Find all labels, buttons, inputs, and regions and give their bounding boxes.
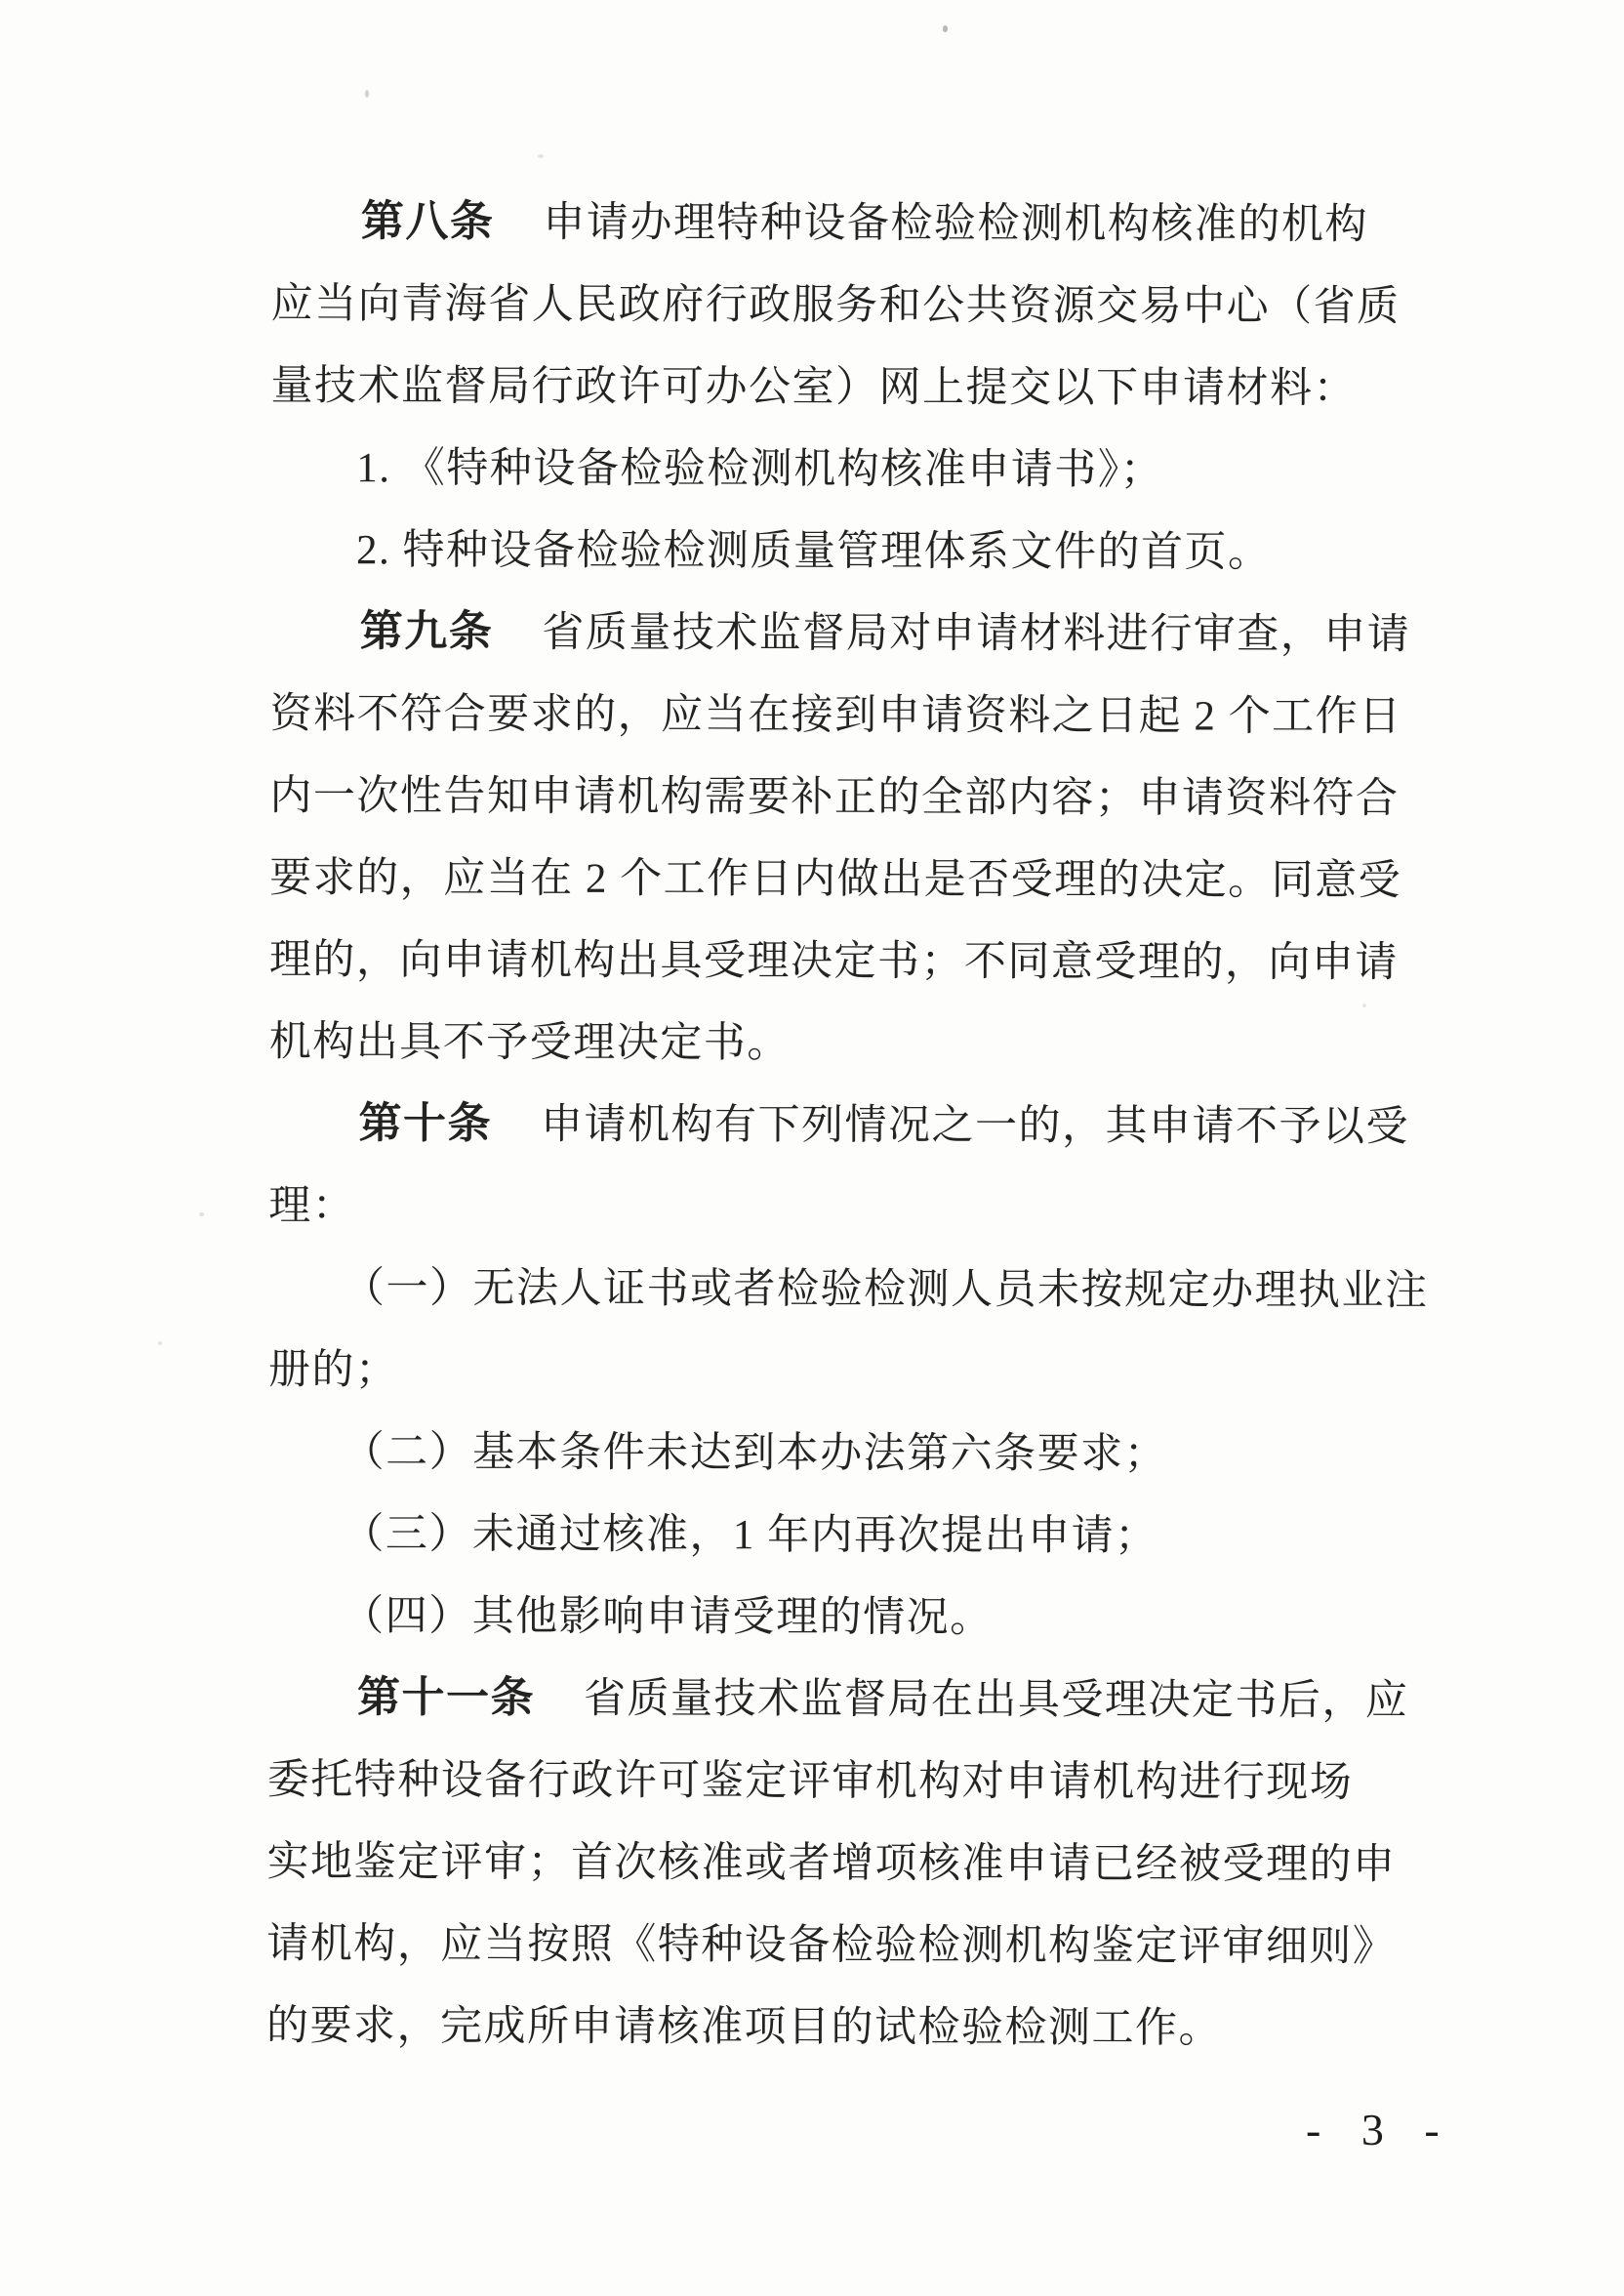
line-text: 应当向青海省人民政府行政服务和公共资源交易中心（省质 [270,280,1401,331]
scan-speck [538,154,544,158]
article-number: 第八条 [360,196,495,247]
line-text: 申请办理特种设备检验检测机构核准的机构 [543,199,1368,248]
scan-speck [158,1341,162,1345]
text-line [267,1427,1401,1512]
line-text: （二）基本条件未达到本办法第六条要求； [342,1429,1168,1478]
document-text-block [266,196,1429,2086]
text-line [268,1181,1402,1266]
text-line [268,1345,1402,1430]
line-text: （三）未通过核准，1 年内再次提出申请； [342,1511,1158,1560]
line-text: 2. 特种设备检验检测质量管理体系文件的首页。 [355,527,1272,576]
text-line [271,197,1405,282]
text-line [269,1017,1403,1102]
page-number: - 3 - [1306,2105,1448,2154]
scan-speck [943,25,948,32]
line-text: 量技术监督局行政许可办公室）网上提交以下申请材料： [270,362,1358,412]
text-line [270,606,1411,692]
text-line [266,1837,1401,1922]
line-text: 请机构，应当按照《特种设备检验检测机构鉴定评审细则》 [266,1920,1397,1971]
line-text: 的要求，完成所申请核准项目的试检验检测工作。 [266,2002,1223,2052]
line-text: 册的； [267,1346,399,1394]
line-text: 理的，向申请机构出具受理决定书；不同意受理的，向申请 [268,936,1400,987]
line-text: 要求的，应当在 2 个工作日内做出是否受理的决定。同意受 [269,854,1402,905]
text-line [267,1672,1409,1758]
line-text: 省质量技术监督局在出具受理决定书后，应 [583,1675,1409,1725]
line-text: 申请机构有下列情况之一的，其申请不予以受 [540,1101,1410,1151]
line-text: 机构出具不予受理决定书。 [268,1018,791,1067]
text-line [270,443,1404,528]
article-number: 第十条 [358,1098,493,1149]
text-line [267,1509,1401,1594]
line-text: 资料不符合要求的，应当在接到申请资料之日起 2 个工作日 [269,690,1402,741]
line-text: 委托特种设备行政许可鉴定评审机构对申请机构进行现场 [266,1756,1354,1806]
text-line [269,689,1403,774]
text-line [271,279,1405,364]
text-line [267,1755,1401,1840]
text-line [270,361,1404,446]
text-line [269,771,1403,856]
line-text: 理： [268,1182,356,1230]
line-text: （一）无法人证书或者检验检测人员未按规定办理执业注 [343,1265,1429,1315]
text-line [270,525,1404,610]
text-line [266,1919,1401,2004]
text-line [269,853,1403,938]
line-text: 省质量技术监督局对申请材料进行审查，申请 [542,609,1411,659]
text-line [268,1263,1429,1348]
article-number: 第九条 [359,606,494,657]
text-line [267,1591,1401,1676]
article-number: 第十一条 [356,1672,536,1723]
line-text: 内一次性告知申请机构需要补正的全部内容；申请资料符合 [269,772,1400,823]
scan-speck [199,1212,204,1216]
line-text: 1. 《特种设备检验检测机构核准申请书》； [356,445,1164,494]
text-line [269,935,1403,1020]
line-text: （四）其他影响申请受理的情况。 [342,1593,994,1641]
scan-speck [365,90,369,98]
text-line [266,2001,1401,2086]
text-line [268,1098,1410,1184]
line-text: 实地鉴定评审；首次核准或者增项核准申请已经被受理的申 [266,1838,1397,1889]
